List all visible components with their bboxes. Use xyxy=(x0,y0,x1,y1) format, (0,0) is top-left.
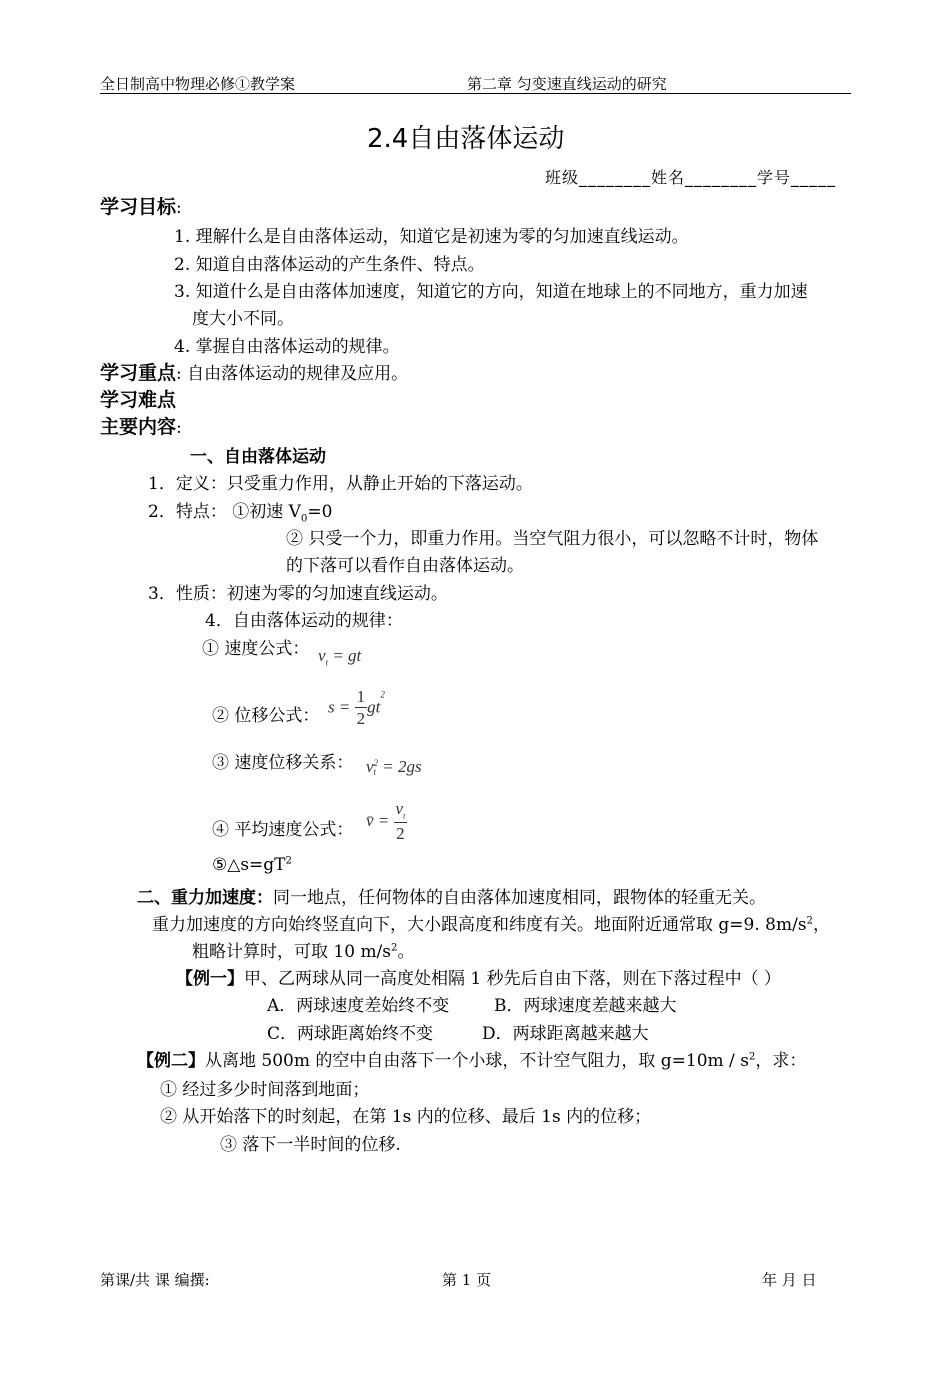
section2-heading: 二、重力加速度： xyxy=(137,888,273,908)
objective-item: 2. 知道自由落体运动的产生条件、特点。 xyxy=(174,255,485,275)
example2-question: 从离地 500m 的空中自由落下一个小球，不计空气阻力，取 $g=10m / s^2$，求： xyxy=(205,1051,807,1071)
student-id-blank: _____ xyxy=(791,168,837,187)
average-velocity-label: ④ 平均速度公式： xyxy=(212,820,354,840)
section2-text1: 同一地点，任何物体的自由落体加速度相同，跟物体的轻重无关。 xyxy=(273,888,766,908)
main-content-colon: : xyxy=(176,418,182,438)
student-id-label: 学号 xyxy=(757,168,792,187)
header-rule xyxy=(100,93,851,94)
example2-q3: ③ 落下一半时间的位移. xyxy=(220,1135,401,1155)
objective-item: 1. 理解什么是自由落体运动，知道它是初速为零的匀加速直线运动。 xyxy=(174,227,689,247)
header-right: 第二章 匀变速直线运动的研究 xyxy=(467,75,667,93)
key-point-heading: 学习重点 xyxy=(100,362,177,384)
name-blank: ________ xyxy=(685,168,758,187)
example2-q2: ② 从开始落下的时刻起，在第 1s 内的位移、最后 1s 内的位移； xyxy=(160,1107,652,1127)
average-velocity-formula: v̄ = $\frac{v_t}{2}$ xyxy=(366,799,406,844)
name-label: 姓名 xyxy=(651,168,686,187)
example2-q1: ① 经过多少时间落到地面； xyxy=(160,1080,370,1100)
key-point-text: : 自由落体运动的规律及应用。 xyxy=(176,364,409,384)
difficulty-heading: 学习难点 xyxy=(100,389,177,411)
header-left: 全日制高中物理必修①教学案 xyxy=(100,75,296,93)
objectives-colon: : xyxy=(176,198,182,218)
velocity-formula: $v_t$ = gt xyxy=(318,646,362,668)
example1-question-line xyxy=(176,964,781,989)
objective-item-continued: 度大小不同。 xyxy=(192,309,294,329)
feature2-line2: 的下落可以看作自由落体运动。 xyxy=(286,556,524,576)
footer-date: 年 月 日 xyxy=(762,1271,817,1289)
key-point-line xyxy=(100,358,408,385)
objective-item: 4. 掌握自由落体运动的规律。 xyxy=(174,337,400,357)
main-content-heading: 主要内容 xyxy=(100,416,177,438)
footer-left: 第课/共 课 编撰: xyxy=(100,1271,210,1289)
features-label: 2．特点： xyxy=(148,502,227,522)
objectives-heading-line xyxy=(100,192,182,219)
section1-heading: 一、自由落体运动 xyxy=(190,447,326,467)
section2-text3: 粗略计算时，可取 10 $m/s^2$。 xyxy=(192,942,415,962)
section2-line1 xyxy=(137,883,766,908)
example1-label: 【例一】 xyxy=(176,969,244,989)
objective-item: 3. 知道什么是自由落体加速度，知道它的方向，知道在地球上的不同地方，重力加速 xyxy=(174,282,808,302)
feature2-line1: ② 只受一个力，即重力作用。当空气阻力很小，可以忽略不计时，物体 xyxy=(286,529,819,549)
example1-option-c: C．两球距离始终不变 xyxy=(267,1024,434,1044)
displacement-formula: s = $\frac{1}{2}$ $gt^2$ xyxy=(328,687,385,728)
example1-option-d: D．两球距离越来越大 xyxy=(482,1024,649,1044)
laws-label: 4．自由落体运动的规律： xyxy=(205,611,403,631)
definition-text: 1．定义：只受重力作用，从静止开始的下落运动。 xyxy=(148,474,533,494)
example1-option-b: B．两球速度差越来越大 xyxy=(494,996,677,1016)
example1-option-a: A．两球速度差始终不变 xyxy=(267,996,450,1016)
student-info xyxy=(545,165,836,188)
example1-question: 甲、乙两球从同一高度处相隔 1 秒先后自由下落，则在下落过程中（ ） xyxy=(244,969,782,989)
page-number: 第 1 页 xyxy=(442,1271,492,1289)
velocity-displacement-formula: v 2 t = 2gs xyxy=(366,757,422,778)
nature-text: 3．性质：初速为零的匀加速直线运动。 xyxy=(148,584,448,604)
objectives-heading: 学习目标 xyxy=(100,196,177,218)
example2-label: 【例二】 xyxy=(137,1051,205,1071)
features-line xyxy=(148,497,332,524)
class-blank: ________ xyxy=(579,168,652,187)
velocity-displacement-label: ③ 速度位移关系： xyxy=(212,753,354,773)
feature1: ①初速 $V_0=0$ xyxy=(232,502,333,525)
velocity-formula-label: ① 速度公式： xyxy=(202,639,310,659)
class-label: 班级 xyxy=(545,168,580,187)
example2-question-line xyxy=(137,1046,806,1071)
displacement-formula-label: ② 位移公式： xyxy=(212,706,320,726)
delta-s-formula: $⑤\triangle s=gT^2$ xyxy=(212,855,292,875)
main-content-line xyxy=(100,412,182,439)
page-title: 2.4自由落体运动 xyxy=(367,124,565,154)
section2-text2: 重力加速度的方向始终竖直向下，大小跟高度和纬度有关。地面附近通常取 g=9. $8m/s^2$， xyxy=(152,915,831,935)
